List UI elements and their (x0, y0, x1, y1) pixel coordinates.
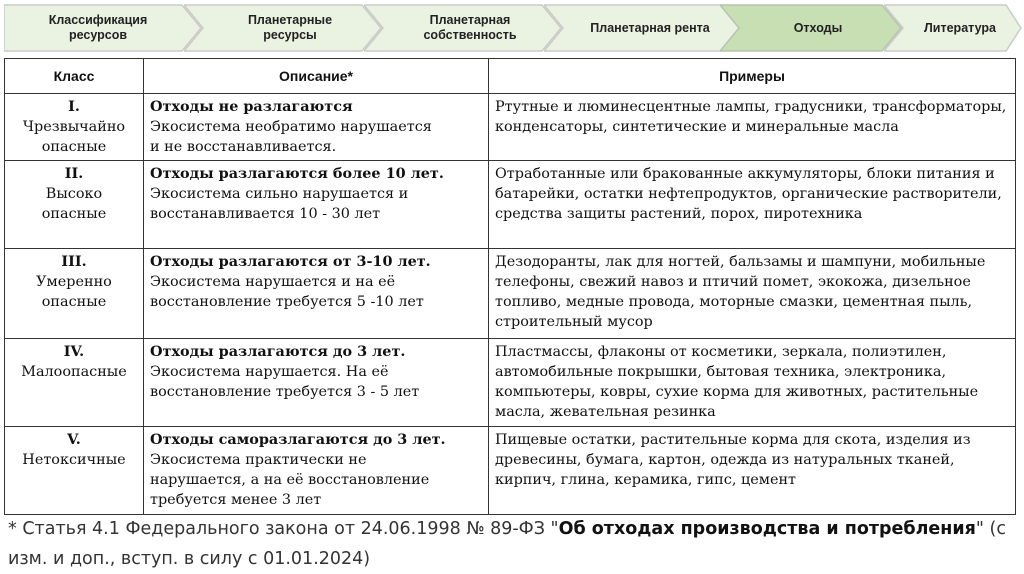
nav-tab-label: Планетарная рента (590, 20, 710, 35)
class-number: II. (64, 165, 84, 182)
class-cell (5, 94, 144, 161)
description-title: Отходы саморазлагаются до 3 лет. (150, 431, 446, 448)
nav-tab-resource-classification[interactable] (4, 4, 202, 52)
class-number: V. (67, 431, 81, 448)
nav-tab-label: Планетарные ресурсы (247, 13, 333, 42)
class-cell (5, 427, 144, 515)
description-title: Отходы разлагаются от 3-10 лет. (150, 253, 431, 270)
class-cell (5, 249, 144, 339)
class-name-line: Умеренно (36, 274, 112, 290)
description-line: Экосистема необратимо нарушается (150, 119, 432, 135)
footnote (8, 514, 1008, 574)
table-row (5, 427, 1016, 515)
description-cell (144, 94, 489, 161)
description-line: Экосистема практически не (150, 452, 367, 468)
class-number: III. (61, 253, 87, 270)
waste-classes-table (4, 58, 1016, 515)
table-row (5, 161, 1016, 249)
description-cell (144, 427, 489, 515)
examples-cell: Пищевые остатки, растительные корма для скота, изделия из древесины, бумага, картон, одежда из натуральных тканей, кирпич, глина, керамика, гипс, цемент (489, 427, 1016, 515)
nav-tab-label: Планетарная собственность (423, 13, 517, 42)
description-title: Отходы разлагаются более 10 лет. (150, 165, 444, 182)
examples-cell: Ртутные и люминесцентные лампы, градусники, трансформаторы, конденсаторы, синтетические и минеральные масла (489, 94, 1016, 161)
nav-tab-planetary-property[interactable] (364, 4, 562, 52)
description-line: Экосистема нарушается. На её (150, 364, 389, 380)
class-name-line: Нетоксичные (22, 452, 126, 468)
class-number: IV. (63, 343, 85, 360)
footnote-suffix: " (с изм. и доп., вступ. в силу с 01.01.2024) (8, 519, 1006, 569)
description-line: Экосистема сильно нарушается и (150, 186, 409, 202)
header-examples: Примеры (489, 59, 1016, 94)
header-description: Описание* (144, 59, 489, 94)
header-class: Класс (5, 59, 144, 94)
description-cell (144, 339, 489, 427)
table-row (5, 94, 1016, 161)
nav-tab-planetary-rent[interactable] (544, 4, 742, 52)
class-name-line: опасные (41, 294, 107, 310)
description-title: Отходы разлагаются до 3 лет. (150, 343, 406, 360)
class-cell (5, 161, 144, 249)
class-name-line: Чрезвычайно (22, 119, 126, 135)
top-navigation (0, 0, 1024, 58)
class-name-line: опасные (41, 206, 107, 222)
nav-tab-label: Отходы (793, 20, 843, 35)
description-line: восстановление требуется 5 -10 лет (150, 294, 424, 310)
examples-cell: Пластмассы, флаконы от косметики, зеркала, полиэтилен, автомобильные покрышки, бытовая техника, электроника, компьютеры, ковры, сухие корма для животных, растительные масла, жевательная резинка (489, 339, 1016, 427)
class-name-line: Высоко (45, 186, 103, 202)
description-line: требуется менее 3 лет (150, 492, 322, 508)
description-line: и не восстанавливается. (150, 139, 337, 155)
table-header-row (5, 59, 1016, 94)
description-line: восстанавливается 10 - 30 лет (150, 206, 381, 222)
description-line: Экосистема нарушается и на её (150, 274, 396, 290)
class-name-line: Малоопасные (21, 364, 127, 380)
nav-tab-literature[interactable] (884, 4, 1022, 52)
class-name-line: опасные (41, 139, 107, 155)
examples-cell: Отработанные или бракованные аккумуляторы, блоки питания и батарейки, остатки нефтепродуктов, органические растворители, средства защиты растений, порох, пиротехника (489, 161, 1016, 249)
class-cell (5, 339, 144, 427)
nav-tab-label: Классификация ресурсов (48, 13, 148, 42)
nav-tab-planetary-resources[interactable] (184, 4, 382, 52)
table-row (5, 339, 1016, 427)
nav-tab-label: Литература (924, 20, 996, 35)
footnote-law-title: Об отходах производства и потребления (558, 519, 976, 539)
description-title: Отходы не разлагаются (150, 98, 353, 115)
table-row (5, 249, 1016, 339)
description-cell (144, 249, 489, 339)
description-cell (144, 161, 489, 249)
nav-tab-waste[interactable] (720, 4, 902, 52)
examples-cell: Дезодоранты, лак для ногтей, бальзамы и шампуни, мобильные телефоны, свежий навоз и птичий помет, экокожа, дизельное топливо, медные провода, моторные смазки, цементная пыль, строительный мусор (489, 249, 1016, 339)
footnote-prefix: * Статья 4.1 Федерального закона от 24.06.1998 № 89-ФЗ " (8, 519, 559, 539)
class-number: I. (68, 98, 80, 115)
description-line: восстановление требуется 3 - 5 лет (150, 384, 420, 400)
description-line: нарушается, а на её восстановление (150, 472, 430, 488)
